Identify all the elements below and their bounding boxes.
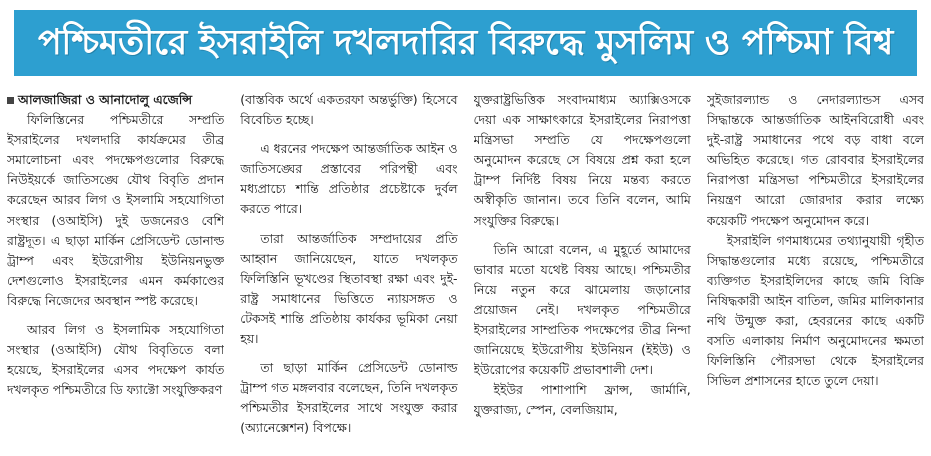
square-bullet-icon xyxy=(7,97,14,104)
article-body xyxy=(7,90,924,450)
paragraph: তা ছাড়া মার্কিন প্রেসিডেন্ট ডোনাল্ড ট্রাম্প গত মঙ্গলবার বলেছেন, তিনি দখলকৃত পশ্চিমতীর ইসরাইলের সাথে সংযুক্ত করার (অ্যানেক্সেশন) বিপক্ষে। xyxy=(240,360,458,436)
byline xyxy=(7,90,224,110)
column-4 xyxy=(707,90,924,450)
paragraph: তারা আন্তর্জাতিক সম্প্রদায়ের প্রতি আহ্বান জানিয়েছেন, যাতে দখলকৃত ফিলিস্তিনি ভূখণ্ডের স্থিতাবস্থা রক্ষা এবং দুই-রাষ্ট্র সমাধানের ভিত্তিতে ন্যায়সঙ্গত ও টেকসই শান্তি প্রতিষ্ঠায় কার্যকর ভূমিকা নেয়া হয়। xyxy=(240,230,458,347)
paragraph: ইইউর পাশাপাশি ফ্রান্স, জার্মানি, যুক্তরাজ্য, স্পেন, বেলজিয়াম, xyxy=(473,382,691,418)
paragraph: এ ধরনের পদক্ষেপ আন্তর্জাতিক আইন ও জাতিসঙ্ঘের প্রস্তাবের পরিপন্থী এবং মধ্যপ্রাচ্যে শান্তি প্রতিষ্ঠার প্রচেষ্টাকে দুর্বল করতে পারে। xyxy=(240,141,458,217)
paragraph: যুক্তরাষ্ট্রভিত্তিক সংবাদমাধ্যম অ্যাক্সিওসকে দেয়া এক সাক্ষাৎকারে ইসরাইলের নিরাপত্তা মন্ত্রিসভা সম্প্রতি যে পদক্ষেপগুলো অনুমোদন করেছে সে বিষয়ে প্রশ্ন করা হলে ট্রাম্প নির্দিষ্ট বিষয় নিয়ে মন্তব্য করতে অস্বীকৃতি জানান। তবে তিনি বলেন, আমি সংযুক্তির বিরুদ্ধে। xyxy=(473,92,691,228)
paragraph: ফিলিস্তিনের পশ্চিমতীরে সম্প্রতি ইসরাইলের দখলদারি কার্যক্রমের তীব্র সমালোচনা এবং পদক্ষেপগুলোর বিরুদ্ধে নিউইয়র্কে জাতিসঙ্ঘে যৌথ বিবৃতি প্রদান করেছেন আরব লিগ ও ইসলামি সহযোগিতা সংস্থার (ওআইসি) দুই ডজনেরও বেশি রাষ্ট্রদূত। এ ছাড়া মার্কিন প্রেসিডেন্ট ডোনাল্ড ট্রাম্প এবং ইউরোপীয় ইউনিয়নভুক্ত দেশগুলোও ইসরাইলের এমন কর্মকাণ্ডের বিরুদ্ধে নিজেদের অবস্থান স্পষ্ট করেছে। xyxy=(7,112,225,308)
paragraph: সুইজারল্যান্ড ও নেদারল্যান্ডস এসব সিদ্ধান্তকে আন্তর্জাতিক আইনবিরোধী এবং দুই-রাষ্ট্র সমাধানের পথে বড় বাধা বলে অভিহিত করেছে। গত রোববার ইসরাইলের নিরাপত্তা মন্ত্রিসভা পশ্চিমতীরে ইসরাইলের নিয়ন্ত্রণ আরো জোরদার করার লক্ষ্যে কয়েকটি পদক্ষেপ অনুমোদন করে। xyxy=(706,92,924,228)
column-1 xyxy=(7,90,224,450)
headline-title: পশ্চিমতীরে ইসরাইলি দখলদারির বিরুদ্ধে মুসলিম ও পশ্চিমা বিশ্ব xyxy=(37,23,894,63)
column-2 xyxy=(240,90,457,450)
headline-banner xyxy=(14,10,917,76)
paragraph: (বাস্তবিক অর্থে একতরফা অন্তর্ভুক্তি) হিসেবে বিবেচিত হচ্ছে। xyxy=(240,92,458,128)
paragraph: আরব লিগ ও ইসলামিক সহযোগিতা সংস্থার (ওআইসি) যৌথ বিবৃতিতে বলা হয়েছে, ইসরাইলের এসব পদক্ষেপ কার্যত দখলকৃত পশ্চিমতীরে ডি ফ্যাক্টো সংযুক্তিকরণ xyxy=(7,322,225,398)
column-3 xyxy=(474,90,691,450)
paragraph: ইসরাইলি গণমাধ্যমের তথ্যানুযায়ী গৃহীত সিদ্ধান্তগুলোর মধ্যে রয়েছে, পশ্চিমতীরে ব্যক্তিগত ইসরাইলিদের কাছে জমি বিক্রি নিষিদ্ধকারী আইন বাতিল, জমির মালিকানার নথি উন্মুক্ত করা, হেবরনের কাছে একটি বসতি এলাকায় নির্মাণ অনুমোদনের ক্ষমতা ফিলিস্তিনি পৌরসভা থেকে ইসরাইলের সিভিল প্রশাসনের হাতে তুলে দেয়া। xyxy=(706,232,924,389)
byline-text: আলজাজিরা ও আনাদোলু এজেন্সি xyxy=(18,92,193,107)
headline-area xyxy=(0,0,931,83)
paragraph: তিনি আরো বলেন, এ মুহূর্তে আমাদের ভাবার মতো যথেষ্ট বিষয় আছে। পশ্চিমতীর নিয়ে নতুন করে ঝামেলায় জড়ানোর প্রয়োজন নেই। দখলকৃত পশ্চিমতীরে ইসরাইলের সাম্প্রতিক পদক্ষেপের তীব্র নিন্দা জানিয়েছে ইউরোপীয় ইউনিয়ন (ইইউ) ও ইউরোপের কয়েকটি প্রভাবশালী দেশ। xyxy=(473,241,691,378)
